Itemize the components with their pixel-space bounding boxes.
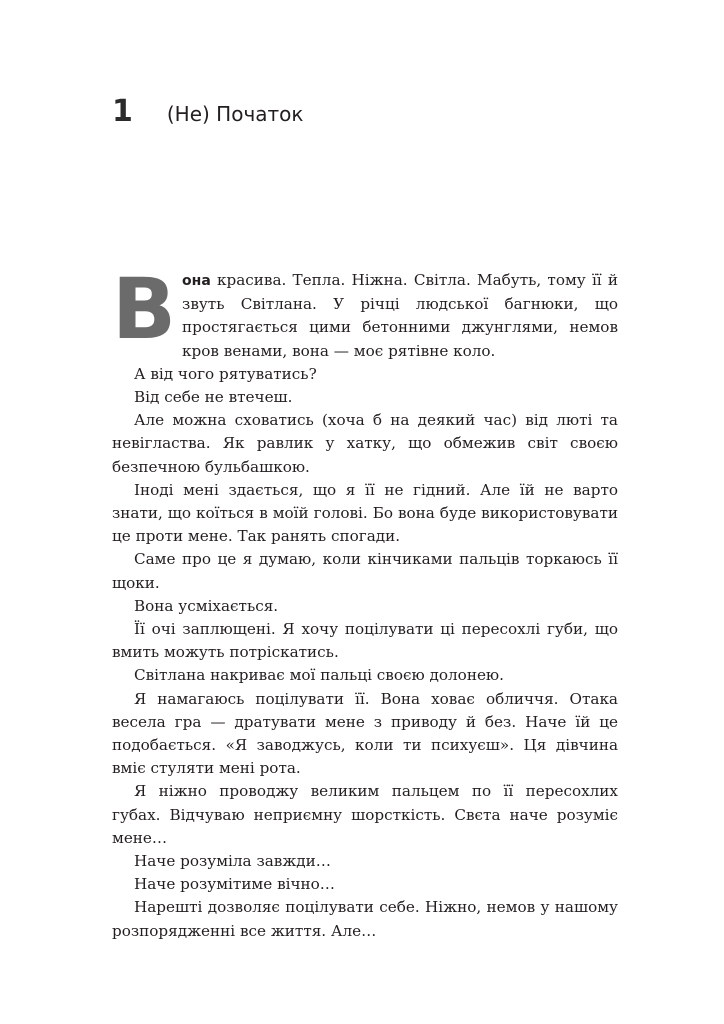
paragraph: Світлана накриває мої пальці своєю долонею. [134, 666, 504, 685]
paragraph: Саме про це я думаю, коли кінчиками пальців торкаюсь її щоки. [112, 550, 618, 592]
chapter-title: (Не) Початок [166, 102, 304, 126]
chapter-text [112, 260, 618, 943]
drop-cap: В [112, 260, 177, 358]
paragraph: Але можна сховатись (хоча б на деякий час) від люті та невігластва. Як равлик у хатку, що обмежив світ своєю безпечною бульбашкою. [112, 411, 618, 476]
paragraph: Іноді мені здається, що я її не гідний. Але їй не варто знати, що коїться в моїй голові. Бо вона буде використовувати це проти мене. Так ранять спогади. [112, 480, 618, 546]
first-paragraph [112, 260, 618, 363]
paragraph: Я ніжно проводжу великим пальцем по її пересохлих губах. Відчуваю неприємну шорсткість. Свєта наче розуміє мене… [112, 782, 618, 847]
chapter-number: 1 [112, 94, 133, 129]
paragraph: Я намагаюсь поцілувати її. Вона ховає обличчя. Отака весела гра — дратувати мене з приводу й без. Наче їй це подобається. «Я заводжусь, коли ти психуєш». Ця дівчина вміє стуляти мені рота. [112, 689, 618, 778]
first-paragraph-text: красива. Тепла. Ніжна. Світла. Мабуть, тому її й звуть Світлана. У річці людської багнюки, що простягається цими бетонними джунглями, немов кров венами, вона — моє рятівне коло. [182, 271, 618, 360]
paragraph: Наче розумітиме вічно… [134, 875, 335, 894]
paragraph: Вона усміхається. [134, 596, 279, 615]
paragraph: Наче розуміла завжди… [134, 852, 331, 871]
chapter-heading [112, 94, 304, 129]
paragraph: Її очі заплющені. Я хочу поцілувати ці пересохлі губи, що вмить можуть потріскатись. [112, 620, 618, 662]
lead-word: она [182, 273, 211, 289]
paragraph: Нарешті дозволяє поцілувати себе. Ніжно, немов у нашому розпорядженні все життя. Але… [112, 898, 618, 940]
paragraph: А від чого рятуватись? [134, 364, 317, 383]
paragraph: Від себе не втечеш. [134, 388, 293, 407]
